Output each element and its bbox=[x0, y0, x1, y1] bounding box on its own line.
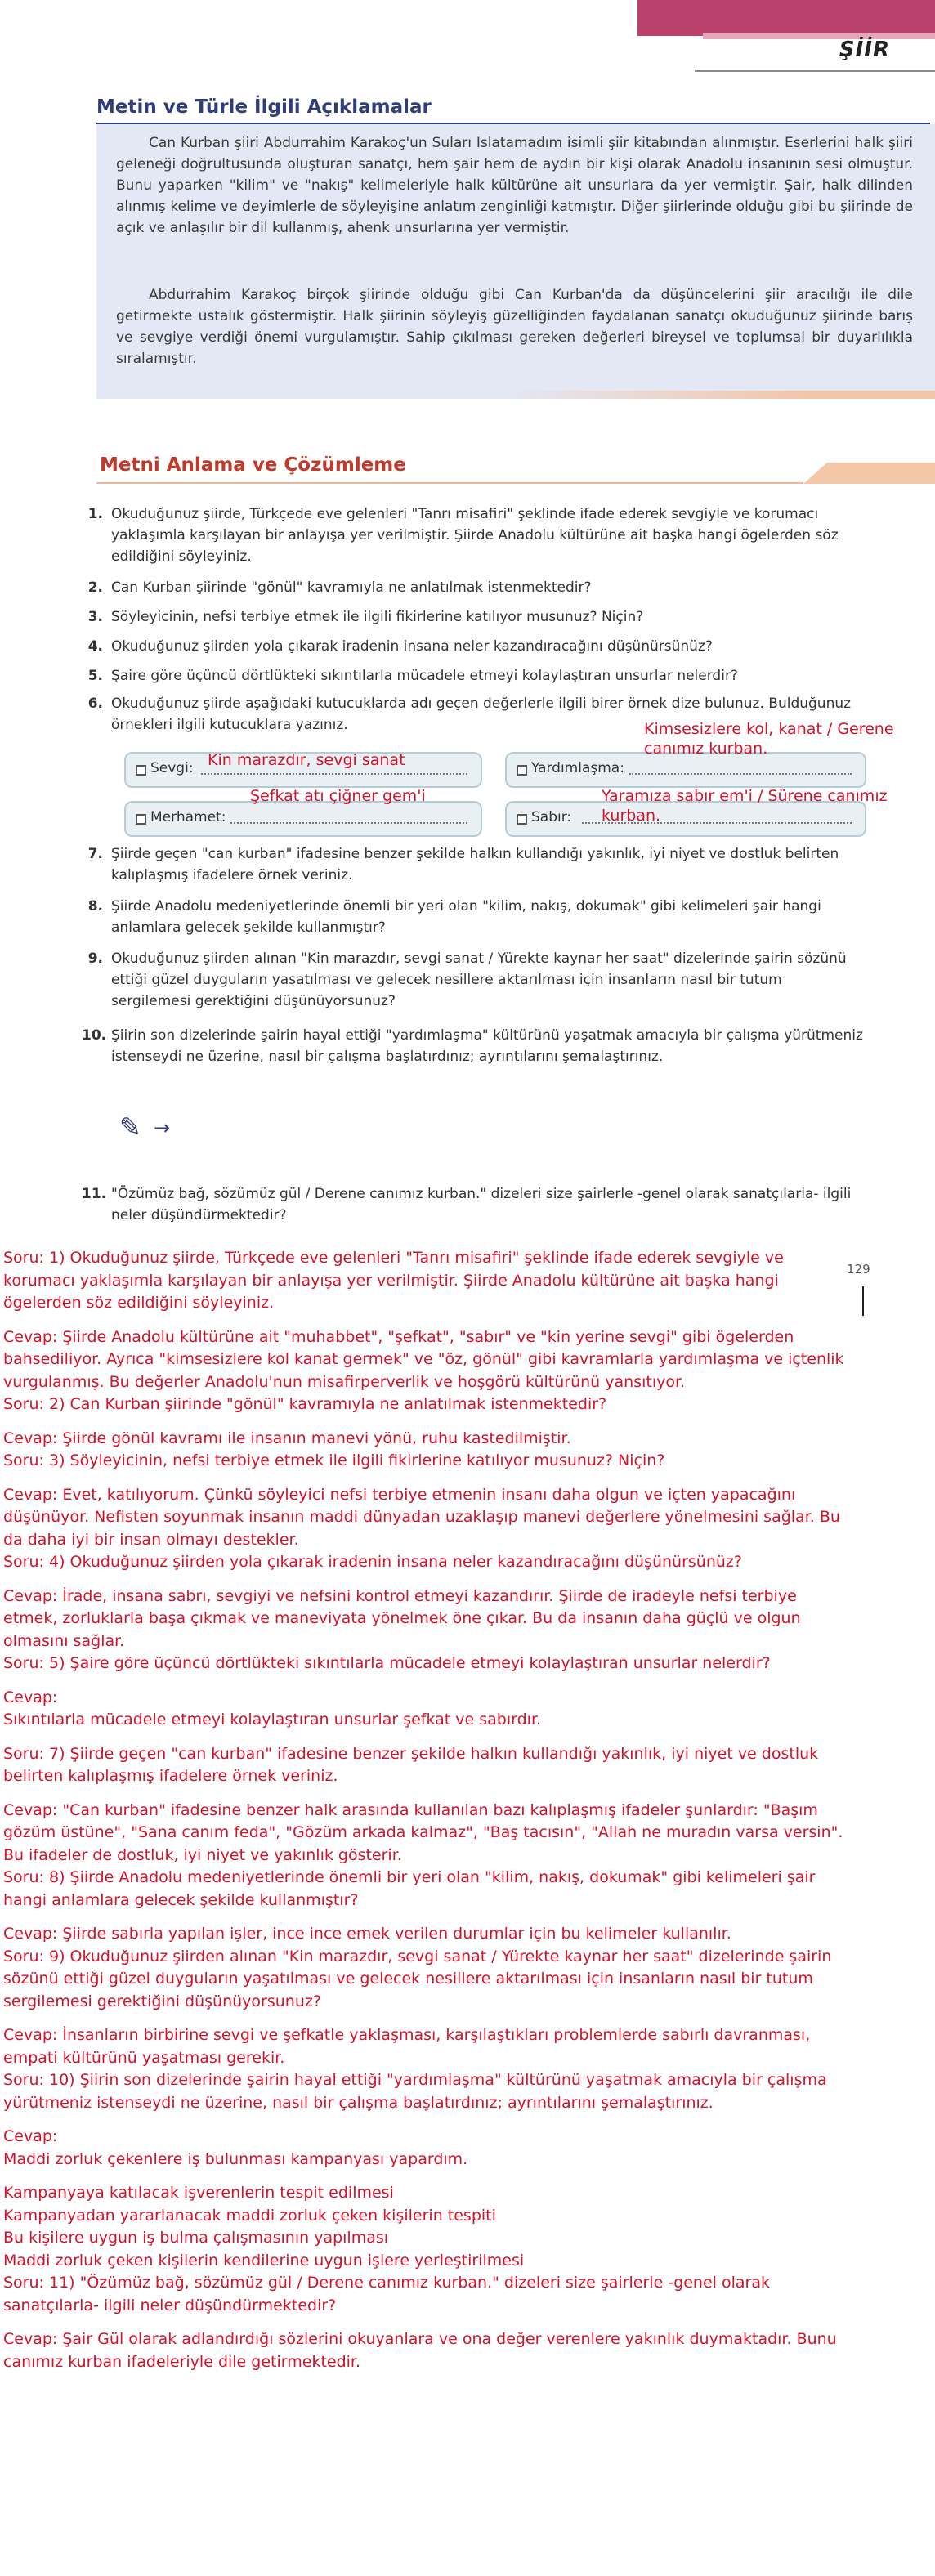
merhamet-field[interactable] bbox=[124, 801, 482, 837]
header-stripe bbox=[638, 0, 935, 36]
answer-line bbox=[3, 1416, 853, 1428]
page-number: 129 bbox=[847, 1262, 870, 1277]
merhamet-label: Merhamet: bbox=[150, 809, 226, 825]
answer-line: Soru: 8) Şiirde Anadolu medeniyetlerinde önemli bir yeri olan "kilim, nakış, dokumak" gibi kelimeleri şair hangi anlamlara gelecek şekilde kullanmıştır? bbox=[3, 1868, 816, 1909]
answer-line: Bu kişilere uygun iş bulma çalışmasının yapılması bbox=[3, 2229, 389, 2247]
header-stripe-light bbox=[703, 33, 935, 39]
answer-line bbox=[3, 2013, 853, 2024]
page-marker bbox=[862, 1286, 864, 1316]
box1-gradient bbox=[507, 391, 935, 399]
answer-line bbox=[3, 2171, 853, 2182]
sevgi-label: Sevgi: bbox=[150, 760, 194, 776]
sabir-label: Sabır: bbox=[531, 809, 572, 825]
sevgi-answer: Kin marazdır, sevgi sanat bbox=[208, 751, 405, 769]
section2-title: Metni Anlama ve Çözümleme bbox=[100, 454, 406, 476]
answer-line: Soru: 5) Şaire göre üçüncü dörtlükteki sıkıntılarla mücadele etmeyi kolaylaştıran unsurlar nelerdir? bbox=[3, 1654, 771, 1672]
answer-line: Sıkıntılarla mücadele etmeyi kolaylaştıran unsurlar şefkat ve sabırdır. bbox=[3, 1711, 542, 1729]
answer-line bbox=[3, 1788, 853, 1800]
answer-line: Soru: 10) Şiirin son dizelerinde şairin hayal ettiği "yardımlaşma" kültürünü yaşatmak amacıyla bir çalışma yürütmeniz istenseydi ne üzerine, nasıl bir çalışma başlatırdınız; ayrıntılarını şemalaştırınız. bbox=[3, 2071, 827, 2112]
answer-line bbox=[3, 1732, 853, 1743]
bullet-icon bbox=[136, 765, 146, 776]
explanation-box bbox=[96, 124, 935, 399]
sabir-answer: Yaramıza sabır em'i / Sürene canımız kurban. bbox=[602, 787, 888, 825]
answer-line: Cevap: İnsanların birbirine sevgi ve şefkatle yaklaşması, karşılaştıkları problemlerde sabırlı davranması, empati kültürünü yaşatması gerekir. bbox=[3, 2026, 811, 2067]
answer-line: Soru: 2) Can Kurban şiirinde "gönül" kavramıyla ne anlatılmak istenmektedir? bbox=[3, 1395, 607, 1413]
answer-line bbox=[3, 1912, 853, 1923]
yardimlasma-answer: Kimsesizlere kol, kanat / Gerene canımız kurban. bbox=[644, 720, 894, 758]
bullet-icon bbox=[517, 765, 527, 776]
answer-line bbox=[3, 1675, 853, 1687]
answer-line: Soru: 11) "Özümüz bağ, sözümüz gül / Derene canımız kurban." dizeleri size şairlerle -genel olarak sanatçılarla- ilgili neler düşündürmektedir? bbox=[3, 2274, 770, 2314]
yardimlasma-label: Yardımlaşma: bbox=[531, 760, 624, 776]
explanation-paragraph-2: Abdurrahim Karakoç birçok şiirinde olduğu gibi Can Kurban'da da düşüncelerini şiir aracılığı ile dile getirmekte ustalık göstermiştir. Halk şiirinin söyleyiş güzelliğinden faydalanan sanatçı okuduğunuz şiirinde barış ve sevgiye verdiği önemi vurgulamıştır. Sahip çıkılması gereken değerleri bireysel ve toplumsal bir duyarlılıkla sıralamıştır. bbox=[116, 287, 913, 367]
answer-line: Cevap: Şair Gül olarak adlandırdığı sözlerini okuyanlara ve ona değer verenlere yakınlık duymaktadır. Bunu canımız kurban ifadeleriyle dile getirmektedir. bbox=[3, 2330, 837, 2371]
answer-line bbox=[3, 1574, 853, 1585]
explanation-paragraph-1: Can Kurban şiiri Abdurrahim Karakoç'un Suları Islatamadım isimli şiir kitabından alınmıştır. Eserlerini halk şiiri geleneği doğrultusunda oluşturan sanatçı, hem şair hem de aydın bir kişi olarak Anadolu insanının sesi olmuştur. Bunu yaparken "kilim" ve "nakış" kelimeleriyle halk kültürüne ait unsurlara da yer vermiştir. Şair, halk dilinden alınmış kelime ve deyimlerle de söyleyişine anlatım zenginliği katmıştır. Diğer şiirlerinde olduğu gibi bu şiirinde de açık ve anlaşılır bir dil kullanmış, ahenk unsurlarına yer vermiştir. bbox=[116, 135, 913, 236]
answer-line: Kampanyaya katılacak işverenlerin tespit edilmesi bbox=[3, 2184, 394, 2202]
answer-line: Cevap: İrade, insana sabrı, sevgiyi ve nefsini kontrol etmeyi kazandırır. Şiirde de iradeyle nefsi terbiye etmek, zorluklarla başa çıkmak ve maneviyata yönelmek öne çıkar. Bu da insanın daha güçlü ve olgun olmasını sağlar. bbox=[3, 1586, 801, 1650]
answer-line: Cevap: Şiirde Anadolu kültürüne ait "muhabbet", "şefkat", "sabır" ve "kin yerine sevgi" gibi ögelerden bahsediliyor. Ayrıca "kimsesizlere kol kanat germek" ve "öz, gönül" gibi kavramlarla yardımlaşma ve içtenlik vurgulanmış. Bu değerler Anadolu'nun misafirperverlik ve hoşgörü kültürünü yansıtıyor. bbox=[3, 1327, 844, 1391]
answer-line: Soru: 1) Okuduğunuz şiirde, Türkçede eve gelenleri "Tanrı misafiri" şeklinde ifade ederek sevgiyle ve korumacı yaklaşımla karşılayan bir anlayışa yer verilmiştir. Şiirde Anadolu kültürüne ait başka hangi ögelerden söz edildiğini söyleyiniz. bbox=[3, 1249, 784, 1312]
answer-line: Soru: 9) Okuduğunuz şiirden alınan "Kin marazdır, sevgi sanat / Yürekte kaynar her saat" dizelerinde şairin sözünü ettiği güzel duyguların yaşatılması ve gelecek nesillere aktarılması için insanların nasıl bir tutum sergilemesi gerektiğini düşünüyorsunuz? bbox=[3, 1947, 832, 2010]
arrow-right-icon: → bbox=[154, 1116, 171, 1139]
answer-line: Maddi zorluk çekenlere iş bulunması kampanyası yapardım. bbox=[3, 2149, 468, 2168]
answer-line: Cevap: bbox=[3, 1688, 58, 1706]
answer-line: Soru: 4) Okuduğunuz şiirden yola çıkarak iradenin insana neler kazandıracağını düşünürsünüz? bbox=[3, 1553, 742, 1571]
box1-title: Metin ve Türle İlgili Açıklamalar bbox=[96, 96, 432, 118]
answer-line: Cevap: "Can kurban" ifadesine benzer halk arasında kullanılan bazı kalıplaşmış ifadeler şunlardır: "Başım gözüm üstüne", "Sana canım feda", "Gözüm arkada kalmaz", "Baş tacısın", "Allah ne muradın varsa versin". Bu ifadeler de dostluk, iyi niyet ve yakınlık gösterir. bbox=[3, 1800, 843, 1864]
answer-line: Cevap: bbox=[3, 2127, 58, 2145]
answer-line: Cevap: Şiirde gönül kavramı ile insanın manevi yönü, ruhu kastedilmiştir. bbox=[3, 1429, 571, 1447]
pen-icon: ✎ bbox=[119, 1111, 141, 1143]
bullet-icon bbox=[517, 814, 527, 825]
section2-title-line bbox=[96, 482, 803, 484]
answer-line bbox=[3, 1315, 853, 1326]
answer-line: Cevap: Evet, katılıyorum. Çünkü söyleyici nefsi terbiye etmenin insanı daha olgun ve içten yapacağını düşünüyor. Nefisten soyunmak insanın maddi dünyadan uzaklaşıp manevi değerlere yönelmesini sağlar. Bu da daha iyi bir insan olmayı destekler. bbox=[3, 1485, 840, 1549]
answer-line: Soru: 3) Söyleyicinin, nefsi terbiye etmek ile ilgili fikirlerine katılıyor musunuz? Niçin? bbox=[3, 1451, 665, 1469]
answers-block bbox=[3, 1247, 853, 2373]
answer-line: Cevap: Şiirde sabırla yapılan işler, ince ince emek verilen durumlar için bu kelimeler kullanılır. bbox=[3, 1925, 731, 1943]
section-underline bbox=[695, 70, 935, 72]
answer-line bbox=[3, 2317, 853, 2328]
answer-line: Soru: 7) Şiirde geçen "can kurban" ifadesine benzer şekilde halkın kullandığı yakınlık, iyi niyet ve dostluk belirten kalıplaşmış ifadelere örnek veriniz. bbox=[3, 1744, 819, 1785]
answer-line: Kampanyadan yararlanacak maddi zorluk çeken kişilerin tespiti bbox=[3, 2206, 496, 2225]
answer-line bbox=[3, 2114, 853, 2126]
section-label: ŞİİR bbox=[839, 38, 890, 62]
answer-line bbox=[3, 1473, 853, 1484]
bullet-icon bbox=[136, 814, 146, 825]
answer-line: Maddi zorluk çeken kişilerin kendilerine uygun işlere yerleştirilmesi bbox=[3, 2251, 525, 2270]
section2-title-bar bbox=[803, 463, 935, 484]
merhamet-answer: Şefkat atı çiğner gem'i bbox=[250, 787, 426, 805]
